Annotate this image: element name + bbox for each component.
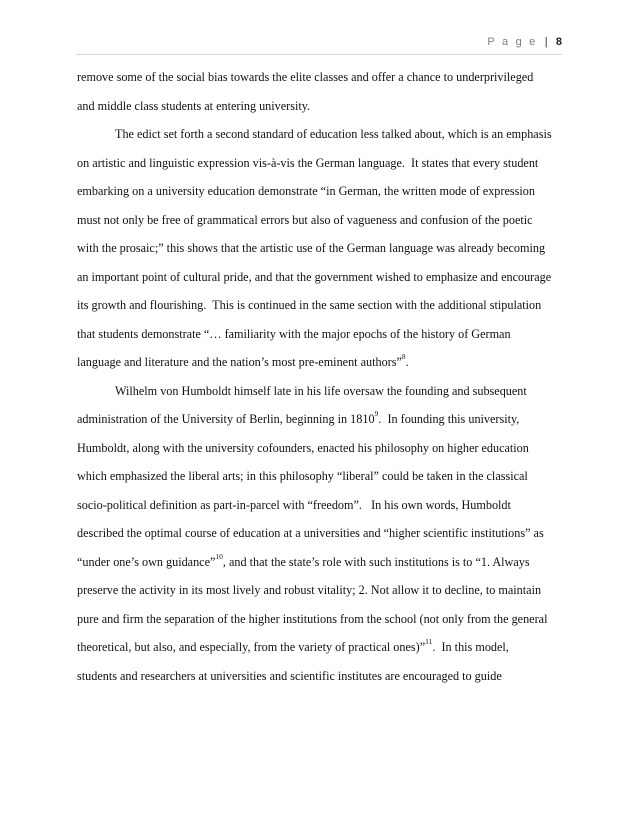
text-line: must not only be free of grammatical errors but also of vagueness and confusion of the poetic	[77, 212, 533, 227]
paragraph-start-line: Wilhelm von Humboldt himself late in his life oversaw the founding and subsequent	[115, 383, 527, 398]
text-line: that students demonstrate “… familiarity with the major epochs of the history of German	[77, 326, 511, 341]
text-line: Humboldt, along with the university cofounders, enacted his philosophy on higher education	[77, 440, 529, 455]
footnote-marker: 8	[401, 352, 406, 361]
text-line: an important point of cultural pride, and that the government wished to emphasize and encourage	[77, 269, 552, 284]
paragraph-start-line: The edict set forth a second standard of education less talked about, which is an emphasis	[115, 127, 552, 141]
footnote-marker: 11	[425, 637, 433, 646]
text-line: pure and firm the separation of the higher institutions from the school (not only from the general	[77, 611, 548, 626]
page-separator: |	[544, 36, 548, 48]
page-header	[487, 36, 562, 48]
text-line: embarking on a university education demonstrate “in German, the written mode of expression	[77, 184, 535, 198]
page-number: 8	[555, 36, 562, 48]
text-line: remove some of the social bias towards the elite classes and offer a chance to underprivileged	[77, 70, 534, 84]
page-label: P a g e	[487, 36, 538, 48]
text-line: on artistic and linguistic expression vis-à-vis the German language. It states that every student	[77, 155, 539, 170]
footnote-marker: 9	[374, 409, 379, 418]
text-line: described the optimal course of education at a universities and “higher scientific institutions” as	[77, 526, 544, 540]
text-line: and middle class students at entering university.	[77, 98, 311, 113]
text-line: “under one’s own guidance” 10 , and that the state’s role with such institutions is to “1. Always	[77, 548, 563, 577]
footnote-marker: 10	[215, 551, 223, 561]
text-line: which emphasized the liberal arts; in this philosophy “liberal” could be taken in the classical	[77, 469, 528, 483]
header-divider	[76, 54, 562, 55]
text-line: with the prosaic;” this shows that the artistic use of the German language was already becoming	[77, 241, 546, 255]
document-body	[77, 63, 563, 690]
text-line: socio-political definition as part-in-parcel with “freedom”. In his own words, Humboldt	[77, 497, 511, 512]
text-line: preserve the activity in its most lively and robust vitality; 2. Not allow it to decline, to maintain	[77, 583, 542, 597]
text-line: students and researchers at universities and scientific institutes are encouraged to guide	[77, 668, 502, 683]
text-line: theoretical, but also, and especially, from the variety of practical ones)” 11 . In this model,	[77, 633, 563, 662]
text-line: its growth and flourishing. This is continued in the same section with the additional stipulation	[77, 298, 542, 312]
text-line: language and literature and the nation’s most pre-eminent authors” 8 .	[77, 348, 563, 377]
text-line: administration of the University of Berlin, beginning in 1810 9 . In founding this university,	[77, 405, 563, 434]
